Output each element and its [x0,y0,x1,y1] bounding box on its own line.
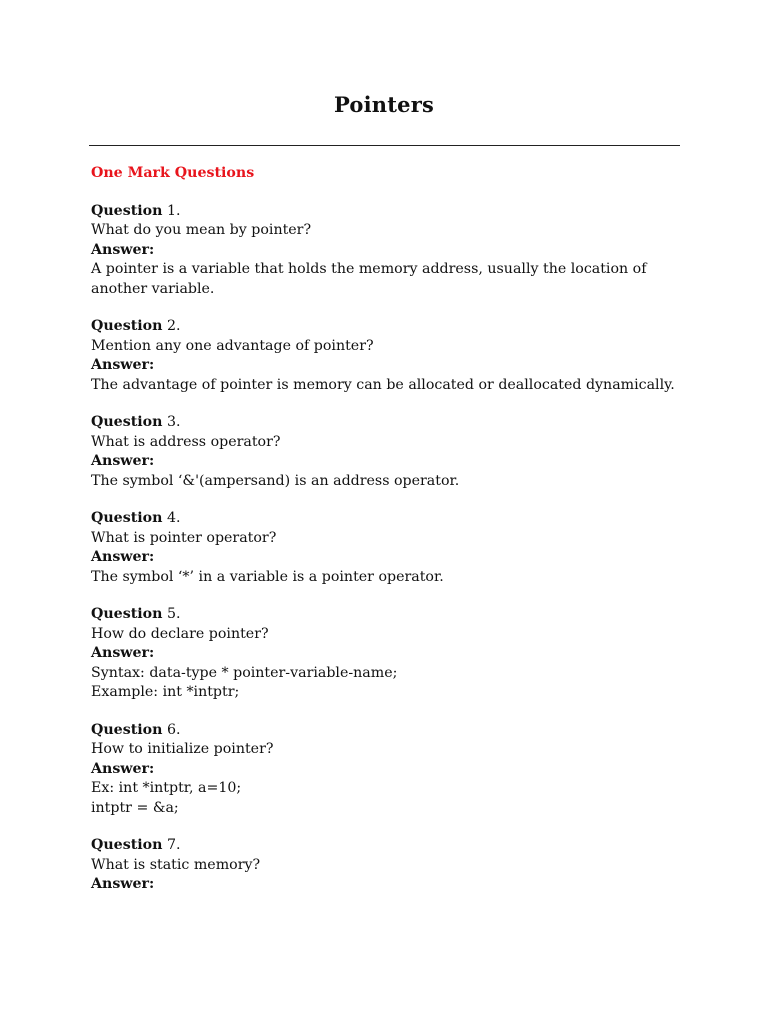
qa-item [91,605,691,703]
qa-item [91,721,691,819]
question-number: 5. [166,606,181,623]
question-heading [91,721,691,741]
question-text: What is static memory? [91,856,261,873]
answer-text: The symbol ‘&'(ampersand) is an address operator. [91,472,460,489]
question-number: 2. [166,318,181,335]
question-heading [91,202,691,222]
page-title: Pointers [333,92,435,117]
question-number: 3. [166,414,181,431]
question-text: What is address operator? [91,433,281,450]
answer-text: Ex: int *intptr, a=10; [91,780,242,797]
question-heading [91,317,691,337]
question-label: Question [91,510,163,527]
question-text: How do declare pointer? [91,625,269,642]
qa-item [91,509,691,587]
question-heading [91,509,691,529]
qa-item [91,317,691,395]
question-heading [91,605,691,625]
answer-text: Example: int *intptr; [91,684,240,701]
qa-item [91,202,691,300]
qa-item [91,413,691,491]
question-number: 1. [166,202,181,219]
answer-label: Answer: [91,357,155,374]
title-divider [89,145,680,146]
answer-label: Answer: [91,241,155,258]
question-heading [91,413,691,433]
question-label: Question [91,202,163,219]
question-label: Question [91,721,163,738]
question-number: 7. [166,837,181,854]
question-text: What is pointer operator? [91,529,277,546]
qa-item [91,836,691,895]
answer-text: The advantage of pointer is memory can be allocated or deallocated dynamically. [91,376,675,393]
question-label: Question [91,414,163,431]
question-label: Question [91,837,163,854]
section-heading: One Mark Questions [91,165,255,181]
answer-text: intptr = &a; [91,800,179,816]
question-text: How to initialize pointer? [91,741,274,758]
question-label: Question [91,318,163,335]
question-label: Question [91,606,163,623]
answer-label: Answer: [91,876,155,893]
answer-text: A pointer is a variable that holds the memory address, usually the location of [91,261,647,278]
question-heading [91,836,691,856]
question-text: Mention any one advantage of pointer? [91,337,374,354]
question-number: 4. [166,510,181,527]
question-text: What do you mean by pointer? [91,222,312,239]
document-content [91,164,691,913]
answer-label: Answer: [91,549,155,566]
answer-label: Answer: [91,453,155,470]
answer-label: Answer: [91,760,155,777]
answer-text: Syntax: data-type * pointer-variable-name; [91,664,398,681]
question-number: 6. [166,721,181,738]
answer-text: The symbol ‘*’ in a variable is a pointer operator. [91,568,444,585]
answer-text: another variable. [91,280,215,297]
answer-label: Answer: [91,645,155,662]
